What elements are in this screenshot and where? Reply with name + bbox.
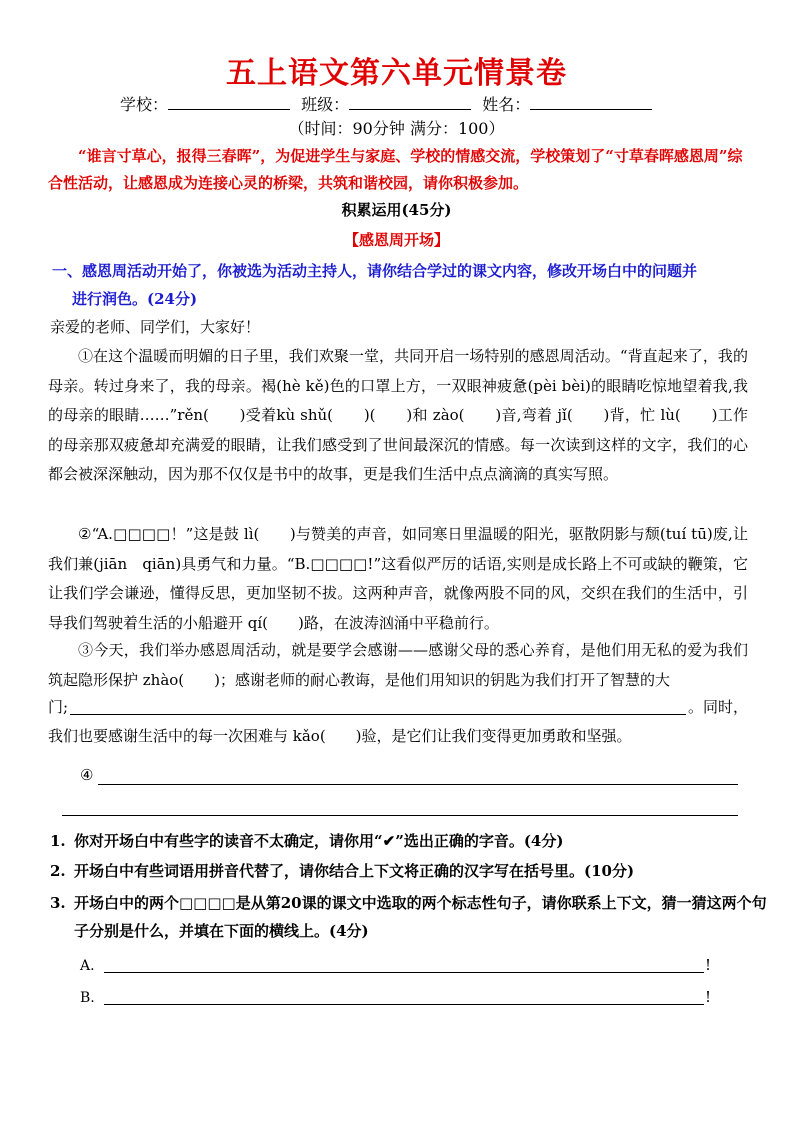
school-label: 学校： [120,95,169,114]
name-blank[interactable] [530,93,652,110]
sub-question-1-text: 你对开场白中有些字的读音不太确定，请你用“✔”选出正确的字音。(4分) [74,832,564,850]
name-label: 姓名： [482,95,531,114]
paragraph-3-text: ③今天，我们举办感恩周活动，就是要学会感谢——感谢父母的悉心养育，是他们用无私的爱为我们筑起隐形保护 zhào( )；感谢老师的耐心教诲，是他们用知识的钥匙为我们打开了智慧的大 [48,641,748,689]
intro-text: “谁言寸草心，报得三春晖”，为促进学生与家庭、学校的情感交流，学校策划了“寸草春晖感恩周”综合性活动，让感恩成为连接心灵的桥梁，共筑和谐校园，请你积极参加。 [48,147,743,192]
time-and-score: （时间：90分钟 满分：100） [288,119,505,138]
paragraph-1-text: ①在这个温暖而明媚的日子里，我们欢聚一堂，共同开启一场特别的感恩周活动。“背直起来了，我的母亲。转过身来了，我的母亲。褐(hè kě)色的口罩上方，一双眼神疲惫(pèi bèi)的眼睛吃惊地望着我,我的母亲的眼睛……”rěn( )受着kù shǔ( )( )和 zào( )音,弯着 jǐ( )背，忙 lù( )工作的母亲那双疲惫却充满爱的眼睛，让我们感受到了世间最深沉的情感。每一次读到这样的文字，我们的心都会被深深触动，因为那不仅仅是书中的故事，更是我们生活中点点滴滴的真实写照。 [48,347,748,483]
section-heading: 积累运用(45分) [341,201,452,219]
sub-question-2-text: 开场白中有些词语用拼音代替了，请你结合上下文将正确的汉字写在括号里。(10分) [74,862,635,880]
paragraph-4-line-2[interactable] [62,814,738,816]
answer-a-label: A. [80,958,95,974]
school-blank[interactable] [168,93,290,110]
answer-a-line[interactable] [104,972,704,973]
question-one [52,257,752,313]
sub-question-2 [50,857,750,885]
sub-question-3-number: 3. [50,894,66,912]
paragraph-3-last: 我们也要感谢生活中的每一次困难与 kǎo( )验，是它们让我们变得更加勇敢和坚强。 [48,727,632,745]
paragraph-3-answer-line[interactable] [70,713,686,715]
student-info-row [120,92,658,115]
answer-b-line[interactable] [104,1004,704,1005]
paragraph-4-line-1[interactable] [98,783,738,785]
question-one-line1: 一、感恩周活动开始了，你被选为活动主持人，请你结合学过的课文内容，修改开场白中的问题并 [52,262,698,280]
paragraph-3-door: 门; [48,698,69,716]
paragraph-4-marker: ④ [80,766,94,784]
sub-question-3 [50,889,774,945]
class-label: 班级： [301,95,350,114]
sub-question-1-number: 1. [50,832,66,850]
paragraph-2 [48,520,748,638]
paragraph-1 [48,342,748,490]
paragraph-3-door-end: 。同时， [688,698,749,716]
sub-question-1 [50,827,750,855]
section-subheading: 【感恩周开场】 [343,231,449,249]
paragraph-3 [48,636,748,695]
question-one-line2: 进行润色。(24分) [72,290,198,308]
answer-a-end: ! [705,956,712,974]
answer-b-label: B. [80,990,95,1006]
answer-b-end: ! [705,988,712,1006]
paragraph-2-text: ②“A.□□□□！”这是鼓 lì( )与赞美的声音，如同寒日里温暖的阳光，驱散阴影与颓(tuí tū)废,让我们兼(jiān qiān)具勇气和力量。“B.□□□□!”这看似严厉的话语,实则是成长路上不可或缺的鞭策，它让我们学会谦逊，懂得反思，更加坚韧不拔。这两种声音，就像两股不同的风，交织在我们的生活中，引导我们驾驶着生活的小船避开 qí( )路，在波涛汹涌中平稳前行。 [48,525,748,632]
greeting: 亲爱的老师、同学们，大家好！ [50,318,261,336]
sub-question-3-text: 开场白中的两个□□□□是从第20课的课文中选取的两个标志性句子，请你联系上下文，猜一猜这两个句子分别是什么，并填在下面的横线上。(4分) [74,894,767,940]
sub-question-2-number: 2. [50,862,66,880]
exam-title: 五上语文第六单元情景卷 [226,56,567,91]
class-blank[interactable] [349,93,471,110]
